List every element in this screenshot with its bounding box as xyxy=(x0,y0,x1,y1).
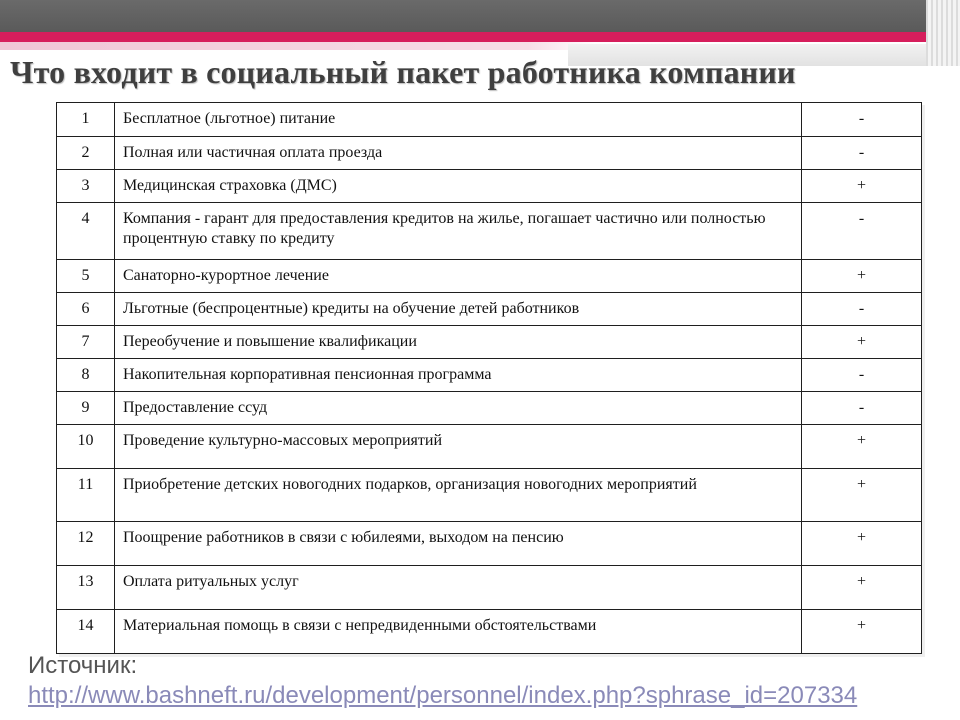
table-row xyxy=(57,170,922,203)
header-bar xyxy=(0,0,960,32)
row-number: 6 xyxy=(57,293,115,326)
benefit-label: Предоставление ссуд xyxy=(115,392,802,425)
accent-stripe xyxy=(0,32,960,42)
included-mark: + xyxy=(802,425,922,469)
row-number: 8 xyxy=(57,359,115,392)
benefit-label: Проведение культурно-массовых мероприятий xyxy=(115,425,802,469)
table-row xyxy=(57,326,922,359)
included-mark: - xyxy=(802,392,922,425)
row-number: 4 xyxy=(57,203,115,260)
row-number: 5 xyxy=(57,260,115,293)
table-row xyxy=(57,137,922,170)
row-number: 14 xyxy=(57,610,115,654)
benefit-label: Поощрение работников в связи с юбилеями, выходом на пенсию xyxy=(115,522,802,566)
page-title: Что входит в социальный пакет работника компании xyxy=(10,54,796,90)
row-number: 11 xyxy=(57,469,115,522)
table-row xyxy=(57,469,922,522)
table-row xyxy=(57,392,922,425)
included-mark: - xyxy=(802,203,922,260)
included-mark: - xyxy=(802,293,922,326)
table-row xyxy=(57,203,922,260)
included-mark: - xyxy=(802,103,922,137)
included-mark: + xyxy=(802,522,922,566)
table-row xyxy=(57,425,922,469)
table-row xyxy=(57,260,922,293)
included-mark: + xyxy=(802,260,922,293)
benefit-label: Бесплатное (льготное) питание xyxy=(115,103,802,137)
benefit-label: Материальная помощь в связи с непредвиденными обстоятельствами xyxy=(115,610,802,654)
benefit-label: Компания - гарант для предоставления кредитов на жилье, погашает частично или полностью процентную ставку по кредиту xyxy=(115,203,802,260)
corner-decoration xyxy=(926,0,960,66)
benefit-label: Полная или частичная оплата проезда xyxy=(115,137,802,170)
row-number: 13 xyxy=(57,566,115,610)
benefit-label: Накопительная корпоративная пенсионная программа xyxy=(115,359,802,392)
included-mark: - xyxy=(802,359,922,392)
row-number: 10 xyxy=(57,425,115,469)
included-mark: + xyxy=(802,610,922,654)
row-number: 9 xyxy=(57,392,115,425)
table-row xyxy=(57,293,922,326)
table-row xyxy=(57,103,922,137)
benefits-table-body xyxy=(57,103,922,654)
included-mark: + xyxy=(802,326,922,359)
row-number: 7 xyxy=(57,326,115,359)
row-number: 1 xyxy=(57,103,115,137)
benefit-label: Оплата ритуальных услуг xyxy=(115,566,802,610)
table-row xyxy=(57,359,922,392)
included-mark: + xyxy=(802,469,922,522)
included-mark: + xyxy=(802,170,922,203)
benefit-label: Приобретение детских новогодних подарков, организация новогодних мероприятий xyxy=(115,469,802,522)
table-row xyxy=(57,610,922,654)
row-number: 12 xyxy=(57,522,115,566)
source-link[interactable]: http://www.bashneft.ru/development/personnel/index.php?sphrase_id=207334 xyxy=(28,682,858,709)
row-number: 3 xyxy=(57,170,115,203)
table-row xyxy=(57,566,922,610)
row-number: 2 xyxy=(57,137,115,170)
benefit-label: Льготные (беспроцентные) кредиты на обучение детей работников xyxy=(115,293,802,326)
benefits-table xyxy=(56,102,922,654)
benefits-table-container xyxy=(56,102,922,654)
table-row xyxy=(57,522,922,566)
included-mark: + xyxy=(802,566,922,610)
source-label: Источник: xyxy=(28,652,138,679)
included-mark: - xyxy=(802,137,922,170)
benefit-label: Санаторно-курортное лечение xyxy=(115,260,802,293)
benefit-label: Переобучение и повышение квалификации xyxy=(115,326,802,359)
benefit-label: Медицинская страховка (ДМС) xyxy=(115,170,802,203)
